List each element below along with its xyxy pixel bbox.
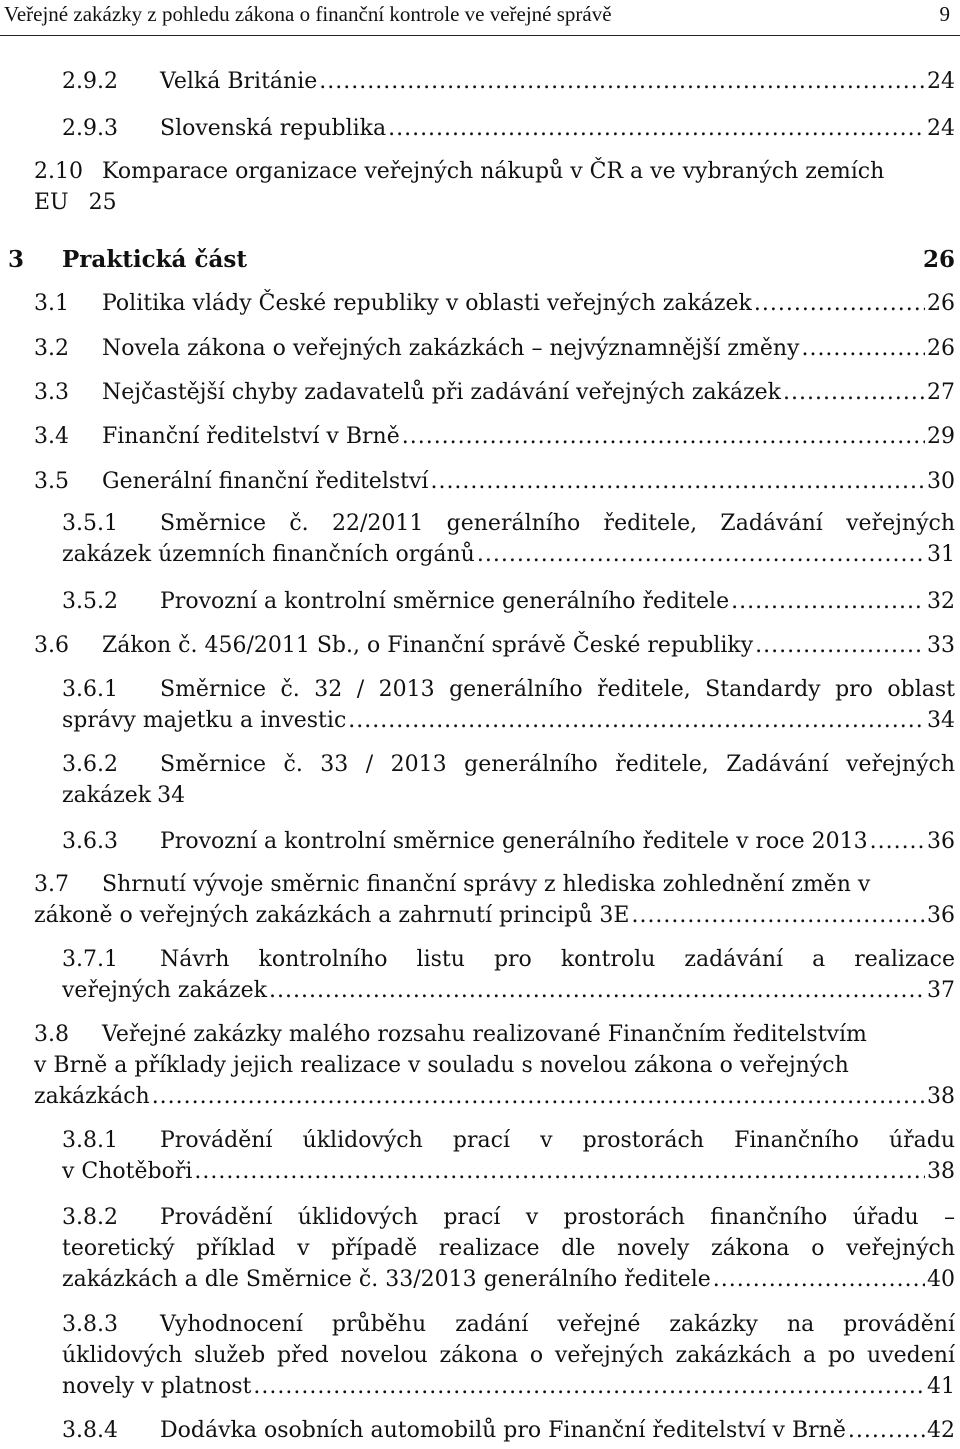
dot-leader	[870, 826, 925, 857]
toc-number: 3.8.1	[62, 1128, 118, 1153]
toc-text: Praktická část	[62, 246, 247, 273]
toc-page: 29	[927, 424, 955, 449]
toc-page: 26	[922, 246, 955, 273]
toc-number: 3.7.1	[62, 947, 118, 972]
toc-text: Politika vlády České republiky v oblasti veřejných zakázek	[102, 291, 752, 316]
toc-text-line-3: novely v platnost	[62, 1374, 252, 1399]
toc-text-line-1: Směrnice č. 22/2011 generálního ředitele, Zadávání veřejných	[160, 511, 955, 536]
toc-page: 38	[927, 1084, 955, 1109]
dot-leader	[755, 630, 925, 661]
dot-leader	[253, 1371, 925, 1402]
toc-page: 42	[927, 1418, 955, 1443]
dot-leader	[269, 975, 925, 1006]
toc-text: Provozní a kontrolní směrnice generálního ředitele	[160, 589, 730, 614]
dot-leader	[477, 539, 925, 570]
toc-text: Dodávka osobních automobilů pro Finanční ředitelství v Brně	[160, 1418, 846, 1443]
toc-text-line-2: veřejných zakázek	[62, 978, 267, 1003]
toc-page: 24	[927, 69, 955, 94]
toc-page: 31	[927, 542, 955, 567]
toc-text-line-1: Veřejné zakázky malého rozsahu realizované Finančním ředitelstvím	[102, 1022, 867, 1047]
toc-page: 26	[927, 291, 955, 316]
toc-text-line-2: správy majetku a investic	[62, 708, 347, 733]
dot-leader	[783, 377, 925, 408]
dot-leader	[388, 113, 925, 144]
toc-text-line-2: teoretický příklad v případě realizace dle novely zákona o veřejných	[62, 1236, 955, 1261]
toc-number: 3.5	[34, 469, 69, 494]
toc-text-line-1: Shrnutí vývoje směrnic finanční správy z hlediska zohlednění změn v	[102, 872, 871, 897]
toc-text: Provozní a kontrolní směrnice generálního ředitele v roce 2013	[160, 829, 868, 854]
dot-leader	[402, 421, 925, 452]
toc-number: 3.8.4	[62, 1418, 118, 1443]
dot-leader	[754, 288, 925, 319]
toc-number: 3.7	[34, 872, 69, 897]
toc-text-line-2: EU	[34, 190, 69, 215]
toc-text: Nejčastější chyby zadavatelů při zadávání veřejných zakázek	[102, 380, 782, 405]
toc-text-line-2: v Chotěboři	[62, 1159, 193, 1184]
toc-number: 3.1	[34, 291, 69, 316]
toc-page: 41	[927, 1374, 955, 1399]
toc-text-line-2: v Brně a příklady jejich realizace v souladu s novelou zákona o veřejných	[34, 1053, 849, 1078]
toc-page: 26	[927, 336, 955, 361]
toc-page: 38	[927, 1159, 955, 1184]
toc-number: 3.6	[34, 633, 69, 658]
dot-leader	[713, 1264, 925, 1295]
toc-number: 2.9.2	[62, 69, 118, 94]
dot-leader	[430, 466, 925, 497]
toc-text: Velká Británie	[160, 69, 318, 94]
toc-text-line-3: zakázkách	[34, 1084, 150, 1109]
toc-text-line-1: Směrnice č. 32 / 2013 generálního ředitele, Standardy pro oblast	[160, 677, 955, 702]
toc-text-line-1: Vyhodnocení průběhu zadání veřejné zakázky na provádění	[160, 1312, 955, 1337]
toc-text-line-1: Komparace organizace veřejných nákupů v ČR a ve vybraných zemích	[102, 159, 885, 184]
toc-text-line-3: zakázkách a dle Směrnice č. 33/2013 generálního ředitele	[62, 1267, 711, 1292]
toc-page: 37	[927, 978, 955, 1003]
toc-text-line-1: Provádění úklidových prací v prostorách Finančního úřadu	[160, 1128, 955, 1153]
toc-text: Novela zákona o veřejných zakázkách – nejvýznamnější změny	[102, 336, 800, 361]
toc-number: 3.6.3	[62, 829, 118, 854]
dot-leader	[194, 1156, 925, 1187]
toc-text-line-1: Směrnice č. 33 / 2013 generálního ředitele, Zadávání veřejných	[160, 752, 955, 777]
dot-leader	[631, 900, 925, 931]
toc-text-line-2: úklidových služeb před novelou zákona o veřejných zakázkách a po uvedení	[62, 1343, 955, 1368]
toc-page: 34	[927, 708, 955, 733]
dot-leader	[801, 333, 925, 364]
toc-text: Finanční ředitelství v Brně	[102, 424, 400, 449]
toc-page: 32	[927, 589, 955, 614]
toc-number: 3.5.2	[62, 589, 118, 614]
page-number: 9	[939, 2, 950, 26]
dot-leader	[348, 705, 925, 736]
toc-number: 3.2	[34, 336, 69, 361]
toc-text-line-2: zakázek územních finančních orgánů	[62, 542, 475, 567]
toc-page: 25	[88, 190, 117, 215]
toc-number: 3.8.3	[62, 1312, 118, 1337]
toc-number: 3.8.2	[62, 1205, 118, 1230]
toc-number: 3.4	[34, 424, 69, 449]
toc-number: 3.8	[34, 1022, 69, 1047]
toc-page: 27	[927, 380, 955, 405]
toc-number: 2.10	[34, 159, 83, 184]
toc-text-line-1: Návrh kontrolního listu pro kontrolu zadávání a realizace	[160, 947, 955, 972]
dot-leader	[848, 1415, 925, 1446]
toc-page: 36	[927, 829, 955, 854]
toc-text: Generální finanční ředitelství	[102, 469, 429, 494]
toc-text: Slovenská republika	[160, 116, 387, 141]
toc-page: 33	[927, 633, 955, 658]
toc-page: 24	[927, 116, 955, 141]
dot-leader	[731, 586, 925, 617]
toc-page: 30	[927, 469, 955, 494]
toc-number: 3.6.1	[62, 677, 118, 702]
toc-text-line-2: zákoně o veřejných zakázkách a zahrnutí principů 3E	[34, 903, 630, 928]
toc-page: 36	[927, 903, 955, 928]
dot-leader	[319, 66, 925, 97]
toc-page: 34	[157, 783, 186, 808]
toc-page: 40	[927, 1267, 955, 1292]
page-header	[0, 0, 960, 36]
toc-text: Zákon č. 456/2011 Sb., o Finanční správě České republiky	[102, 633, 754, 658]
toc-number: 3.3	[34, 380, 69, 405]
dot-leader	[152, 1081, 925, 1112]
toc-text-line-2: zakázek	[62, 783, 152, 808]
document-title: Veřejné zakázky z pohledu zákona o finanční kontrole ve veřejné správě	[4, 2, 612, 26]
toc-number: 2.9.3	[62, 116, 118, 141]
toc-number: 3	[8, 246, 25, 273]
toc-number: 3.6.2	[62, 752, 118, 777]
toc-text-line-1: Provádění úklidových prací v prostorách finančního úřadu –	[160, 1205, 955, 1230]
toc-number: 3.5.1	[62, 511, 118, 536]
